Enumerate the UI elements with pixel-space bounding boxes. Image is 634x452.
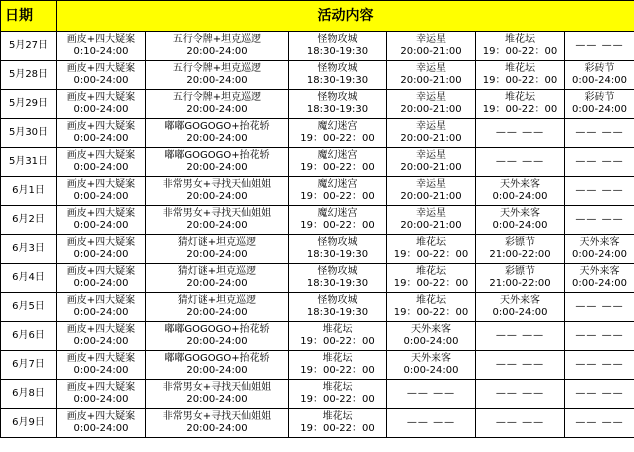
activity-time: 0:00-24:00: [73, 336, 129, 347]
activity-cell: [565, 380, 634, 409]
empty-slot: —— ——: [495, 127, 545, 138]
activity-cell: [289, 409, 387, 438]
row-date: 6月9日: [1, 409, 57, 438]
activity-name: 魔幻迷宫: [317, 150, 358, 161]
activity-name: 天外来客: [500, 208, 540, 219]
activity-time: 0:00-24:00: [73, 423, 129, 434]
activity-cell: [387, 264, 476, 293]
activity-name: 画皮+四大疑案: [66, 208, 136, 219]
row-date: 6月3日: [1, 235, 57, 264]
row-date: 5月30日: [1, 119, 57, 148]
activity-cell: [57, 206, 146, 235]
activity-cell: [476, 61, 565, 90]
activity-time: 19：00-22：00: [300, 336, 375, 347]
activity-cell: [146, 380, 289, 409]
activity-time: 20:00-24:00: [186, 104, 248, 115]
activity-time: 19：00-22：00: [300, 191, 375, 202]
activity-time: 0:00-24:00: [403, 365, 459, 376]
activity-name: 嘟嘟GOGOGO+抬花轿: [164, 150, 270, 161]
activity-time: 20:00-24:00: [186, 278, 248, 289]
table-row: [1, 32, 634, 61]
activity-time: 19：00-22：00: [482, 46, 558, 57]
activity-cell: [146, 90, 289, 119]
empty-slot: —— ——: [575, 156, 624, 167]
activity-time: 0:00-24:00: [492, 307, 548, 318]
activity-time: 0:00-24:00: [73, 365, 129, 376]
activity-name: 画皮+四大疑案: [66, 411, 136, 422]
activity-time: 20:00-24:00: [186, 307, 248, 318]
activity-time: 19：00-22：00: [300, 220, 375, 231]
activity-name: 堆花坛: [322, 324, 353, 335]
activity-name: 画皮+四大疑案: [66, 34, 136, 45]
activity-name: 非常男女+寻找天仙姐姐: [162, 208, 272, 219]
activity-time: 18:30-19:30: [306, 104, 369, 115]
activity-name: 画皮+四大疑案: [66, 179, 136, 190]
activity-cell: [57, 322, 146, 351]
activity-name: 彩镖节: [505, 237, 535, 248]
activity-name: 彩砖节: [584, 63, 615, 74]
activity-cell: [146, 351, 289, 380]
empty-slot: —— ——: [575, 388, 624, 399]
activity-name: 猜灯谜+坦克巡逻: [177, 266, 257, 277]
activity-cell: [289, 264, 387, 293]
activity-name: 嘟嘟GOGOGO+抬花轿: [164, 121, 270, 132]
activity-cell: [146, 119, 289, 148]
activity-cell: [565, 177, 634, 206]
activity-name: 堆花坛: [505, 34, 535, 45]
activity-name: 幸运星: [416, 179, 446, 190]
activity-time: 0:00-24:00: [492, 220, 548, 231]
activity-time: 20:00-24:00: [186, 191, 248, 202]
activity-time: 18:30-19:30: [306, 307, 369, 318]
activity-name: 幸运星: [416, 208, 446, 219]
empty-slot: —— ——: [575, 185, 624, 196]
activity-name: 猜灯谜+坦克巡逻: [177, 295, 257, 306]
empty-slot: —— ——: [495, 330, 545, 341]
activity-time: 19：00-22：00: [393, 307, 469, 318]
activity-time: 20:00-21:00: [400, 75, 462, 86]
activity-name: 画皮+四大疑案: [66, 382, 136, 393]
activity-name: 天外来客: [500, 179, 540, 190]
activity-time: 20:00-21:00: [400, 191, 462, 202]
activity-cell: [476, 32, 565, 61]
activity-name: 画皮+四大疑案: [66, 266, 136, 277]
activity-cell: [387, 322, 476, 351]
activity-cell: [57, 61, 146, 90]
row-date: 6月2日: [1, 206, 57, 235]
activity-cell: [146, 322, 289, 351]
activity-cell: [476, 148, 565, 177]
activity-cell: [289, 293, 387, 322]
activity-cell: [476, 293, 565, 322]
table-row: [1, 235, 634, 264]
activity-time: 18:30-19:30: [306, 75, 369, 86]
activity-name: 画皮+四大疑案: [66, 63, 136, 74]
empty-slot: —— ——: [495, 417, 545, 428]
activity-cell: [289, 322, 387, 351]
activity-cell: [476, 351, 565, 380]
activity-name: 堆花坛: [416, 295, 446, 306]
row-date: 6月1日: [1, 177, 57, 206]
activity-cell: [57, 380, 146, 409]
activity-name: 五行令牌+坦克巡逻: [172, 63, 262, 74]
empty-slot: —— ——: [575, 214, 624, 225]
activity-name: 怪物攻城: [317, 92, 358, 103]
activity-time: 19：00-22：00: [482, 75, 558, 86]
table-row: [1, 61, 634, 90]
row-date: 5月27日: [1, 32, 57, 61]
activity-name: 画皮+四大疑案: [66, 150, 136, 161]
activity-time: 19：00-22：00: [300, 133, 375, 144]
activity-time: 19：00-22：00: [300, 365, 375, 376]
activity-name: 画皮+四大疑案: [66, 295, 136, 306]
empty-slot: —— ——: [406, 388, 456, 399]
activity-cell: [289, 32, 387, 61]
activity-cell: [565, 264, 634, 293]
activity-cell: [476, 409, 565, 438]
activity-name: 堆花坛: [322, 353, 353, 364]
activity-cell: [146, 409, 289, 438]
activity-name: 堆花坛: [416, 266, 446, 277]
activity-cell: [289, 119, 387, 148]
activity-name: 天外来客: [411, 353, 451, 364]
activity-name: 幸运星: [416, 150, 446, 161]
activity-name: 怪物攻城: [317, 34, 358, 45]
activity-cell: [146, 61, 289, 90]
row-date: 6月6日: [1, 322, 57, 351]
activity-cell: [476, 177, 565, 206]
activity-time: 20:00-21:00: [400, 46, 462, 57]
activity-cell: [387, 380, 476, 409]
activity-cell: [565, 351, 634, 380]
activity-cell: [57, 264, 146, 293]
activity-cell: [565, 322, 634, 351]
row-date: 6月7日: [1, 351, 57, 380]
activity-cell: [146, 148, 289, 177]
table-row: [1, 148, 634, 177]
activity-cell: [289, 177, 387, 206]
activity-cell: [146, 177, 289, 206]
activity-time: 21:00-22:00: [489, 249, 551, 260]
content-column-header: 活动内容: [57, 1, 634, 32]
activity-cell: [57, 235, 146, 264]
activity-cell: [57, 90, 146, 119]
empty-slot: —— ——: [495, 388, 545, 399]
activity-time: 20:00-24:00: [186, 394, 248, 405]
activity-time: 0:00-24:00: [73, 249, 129, 260]
activity-cell: [387, 235, 476, 264]
activity-time: 20:00-24:00: [186, 365, 248, 376]
activity-time: 18:30-19:30: [306, 249, 369, 260]
activity-cell: [57, 293, 146, 322]
date-column-header: 日期: [1, 1, 57, 32]
activity-cell: [57, 409, 146, 438]
activity-name: 嘟嘟GOGOGO+抬花轿: [164, 353, 270, 364]
activity-cell: [57, 148, 146, 177]
activity-time: 0:00-24:00: [73, 220, 129, 231]
activity-cell: [146, 32, 289, 61]
activity-time: 19：00-22：00: [393, 278, 469, 289]
activity-time: 0:00-24:00: [73, 394, 129, 405]
activity-cell: [289, 235, 387, 264]
activity-cell: [387, 293, 476, 322]
activity-name: 猜灯谜+坦克巡逻: [177, 237, 257, 248]
empty-slot: —— ——: [495, 156, 545, 167]
activity-time: 20:00-21:00: [400, 220, 462, 231]
activity-time: 20:00-24:00: [186, 75, 248, 86]
activity-time: 19：00-22：00: [300, 162, 375, 173]
activity-name: 堆花坛: [322, 382, 353, 393]
activity-cell: [565, 409, 634, 438]
activity-name: 怪物攻城: [317, 237, 358, 248]
activity-name: 五行令牌+坦克巡逻: [172, 34, 262, 45]
activity-cell: [57, 119, 146, 148]
activity-name: 天外来客: [500, 295, 540, 306]
activity-time: 18:30-19:30: [306, 278, 369, 289]
activity-time: 20:00-24:00: [186, 46, 248, 57]
activity-time: 0:00-24:00: [492, 191, 548, 202]
activity-name: 堆花坛: [505, 63, 535, 74]
activity-name: 画皮+四大疑案: [66, 353, 136, 364]
activity-time: 20:00-24:00: [186, 220, 248, 231]
table-row: [1, 322, 634, 351]
activity-time: 0:00-24:00: [73, 162, 129, 173]
activity-name: 怪物攻城: [317, 63, 358, 74]
activity-cell: [476, 380, 565, 409]
activity-time: 0:00-24:00: [73, 133, 129, 144]
activity-name: 天外来客: [579, 237, 620, 248]
empty-slot: —— ——: [575, 40, 624, 51]
activity-name: 堆花坛: [505, 92, 535, 103]
empty-slot: —— ——: [575, 301, 624, 312]
activity-name: 魔幻迷宫: [317, 121, 358, 132]
activity-cell: [476, 90, 565, 119]
activity-time: 20:00-21:00: [400, 104, 462, 115]
activity-cell: [565, 206, 634, 235]
row-date: 5月28日: [1, 61, 57, 90]
activity-cell: [476, 119, 565, 148]
activity-time: 0:00-24:00: [73, 75, 129, 86]
activity-time: 20:00-24:00: [186, 162, 248, 173]
activity-time: 0:00-24:00: [73, 191, 129, 202]
activity-time: 0:00-24:00: [403, 336, 459, 347]
activity-cell: [387, 409, 476, 438]
activity-cell: [289, 351, 387, 380]
activity-cell: [565, 119, 634, 148]
activity-cell: [289, 90, 387, 119]
activity-cell: [387, 148, 476, 177]
activity-cell: [476, 206, 565, 235]
activity-cell: [387, 61, 476, 90]
activity-name: 天外来客: [411, 324, 451, 335]
activity-time: 0:00-24:00: [572, 75, 627, 86]
activity-cell: [387, 32, 476, 61]
activity-time: 20:00-24:00: [186, 423, 248, 434]
activity-cell: [387, 177, 476, 206]
activity-time: 0:00-24:00: [572, 249, 627, 260]
activity-cell: [565, 90, 634, 119]
activity-name: 堆花坛: [322, 411, 353, 422]
activity-cell: [476, 264, 565, 293]
activity-cell: [289, 380, 387, 409]
activity-time: 20:00-24:00: [186, 336, 248, 347]
activity-time: 0:00-24:00: [73, 278, 129, 289]
table-row: [1, 264, 634, 293]
activity-cell: [387, 119, 476, 148]
activity-cell: [146, 206, 289, 235]
table-row: [1, 351, 634, 380]
empty-slot: —— ——: [495, 359, 545, 370]
activity-time: 0:00-24:00: [73, 104, 129, 115]
table-row: [1, 90, 634, 119]
activity-cell: [57, 351, 146, 380]
activity-name: 魔幻迷宫: [317, 179, 358, 190]
activity-name: 嘟嘟GOGOGO+抬花轿: [164, 324, 270, 335]
activity-cell: [565, 32, 634, 61]
activity-name: 画皮+四大疑案: [66, 237, 136, 248]
activity-cell: [289, 61, 387, 90]
activity-cell: [387, 206, 476, 235]
activity-cell: [146, 235, 289, 264]
activity-time: 20:00-21:00: [400, 133, 462, 144]
activity-cell: [476, 322, 565, 351]
activity-cell: [565, 148, 634, 177]
empty-slot: —— ——: [406, 417, 456, 428]
activity-time: 0:00-24:00: [572, 104, 627, 115]
table-row: [1, 380, 634, 409]
row-date: 6月4日: [1, 264, 57, 293]
activity-cell: [289, 148, 387, 177]
activity-cell: [565, 61, 634, 90]
table-row: [1, 177, 634, 206]
activity-time: 21:00-22:00: [489, 278, 551, 289]
activity-time: 0:10-24:00: [73, 46, 129, 57]
activity-time: 20:00-24:00: [186, 133, 248, 144]
activity-name: 画皮+四大疑案: [66, 92, 136, 103]
row-date: 6月5日: [1, 293, 57, 322]
activity-name: 幸运星: [416, 63, 446, 74]
activity-time: 20:00-24:00: [186, 249, 248, 260]
activity-time: 19：00-22：00: [300, 394, 375, 405]
activity-time: 0:00-24:00: [572, 278, 627, 289]
empty-slot: —— ——: [575, 417, 624, 428]
activity-name: 非常男女+寻找天仙姐姐: [162, 179, 272, 190]
activity-cell: [565, 293, 634, 322]
activity-time: 19：00-22：00: [300, 423, 375, 434]
activity-name: 五行令牌+坦克巡逻: [172, 92, 262, 103]
activity-name: 彩镖节: [505, 266, 535, 277]
activity-cell: [289, 206, 387, 235]
activity-name: 非常男女+寻找天仙姐姐: [162, 382, 272, 393]
activity-name: 非常男女+寻找天仙姐姐: [162, 411, 272, 422]
row-date: 5月31日: [1, 148, 57, 177]
empty-slot: —— ——: [575, 330, 624, 341]
activity-name: 画皮+四大疑案: [66, 121, 136, 132]
activity-name: 天外来客: [579, 266, 620, 277]
table-row: [1, 119, 634, 148]
empty-slot: —— ——: [575, 127, 624, 138]
activity-name: 画皮+四大疑案: [66, 324, 136, 335]
activity-name: 怪物攻城: [317, 266, 358, 277]
activity-time: 0:00-24:00: [73, 307, 129, 318]
activity-cell: [57, 32, 146, 61]
empty-slot: —— ——: [575, 359, 624, 370]
table-row: [1, 409, 634, 438]
table-row: [1, 293, 634, 322]
activity-cell: [387, 351, 476, 380]
row-date: 6月8日: [1, 380, 57, 409]
activity-name: 幸运星: [416, 34, 446, 45]
activity-time: 20:00-21:00: [400, 162, 462, 173]
row-date: 5月29日: [1, 90, 57, 119]
activity-cell: [476, 235, 565, 264]
activity-time: 19：00-22：00: [393, 249, 469, 260]
activity-name: 彩砖节: [584, 92, 615, 103]
activity-cell: [57, 177, 146, 206]
activity-cell: [146, 264, 289, 293]
activity-cell: [387, 90, 476, 119]
activity-name: 魔幻迷宫: [317, 208, 358, 219]
activity-time: 18:30-19:30: [306, 46, 369, 57]
activity-cell: [565, 235, 634, 264]
activity-cell: [146, 293, 289, 322]
table-row: [1, 206, 634, 235]
header-row: [1, 1, 634, 32]
activity-name: 幸运星: [416, 92, 446, 103]
activity-time: 19：00-22：00: [482, 104, 558, 115]
activity-name: 堆花坛: [416, 237, 446, 248]
activity-name: 怪物攻城: [317, 295, 358, 306]
activity-name: 幸运星: [416, 121, 446, 132]
